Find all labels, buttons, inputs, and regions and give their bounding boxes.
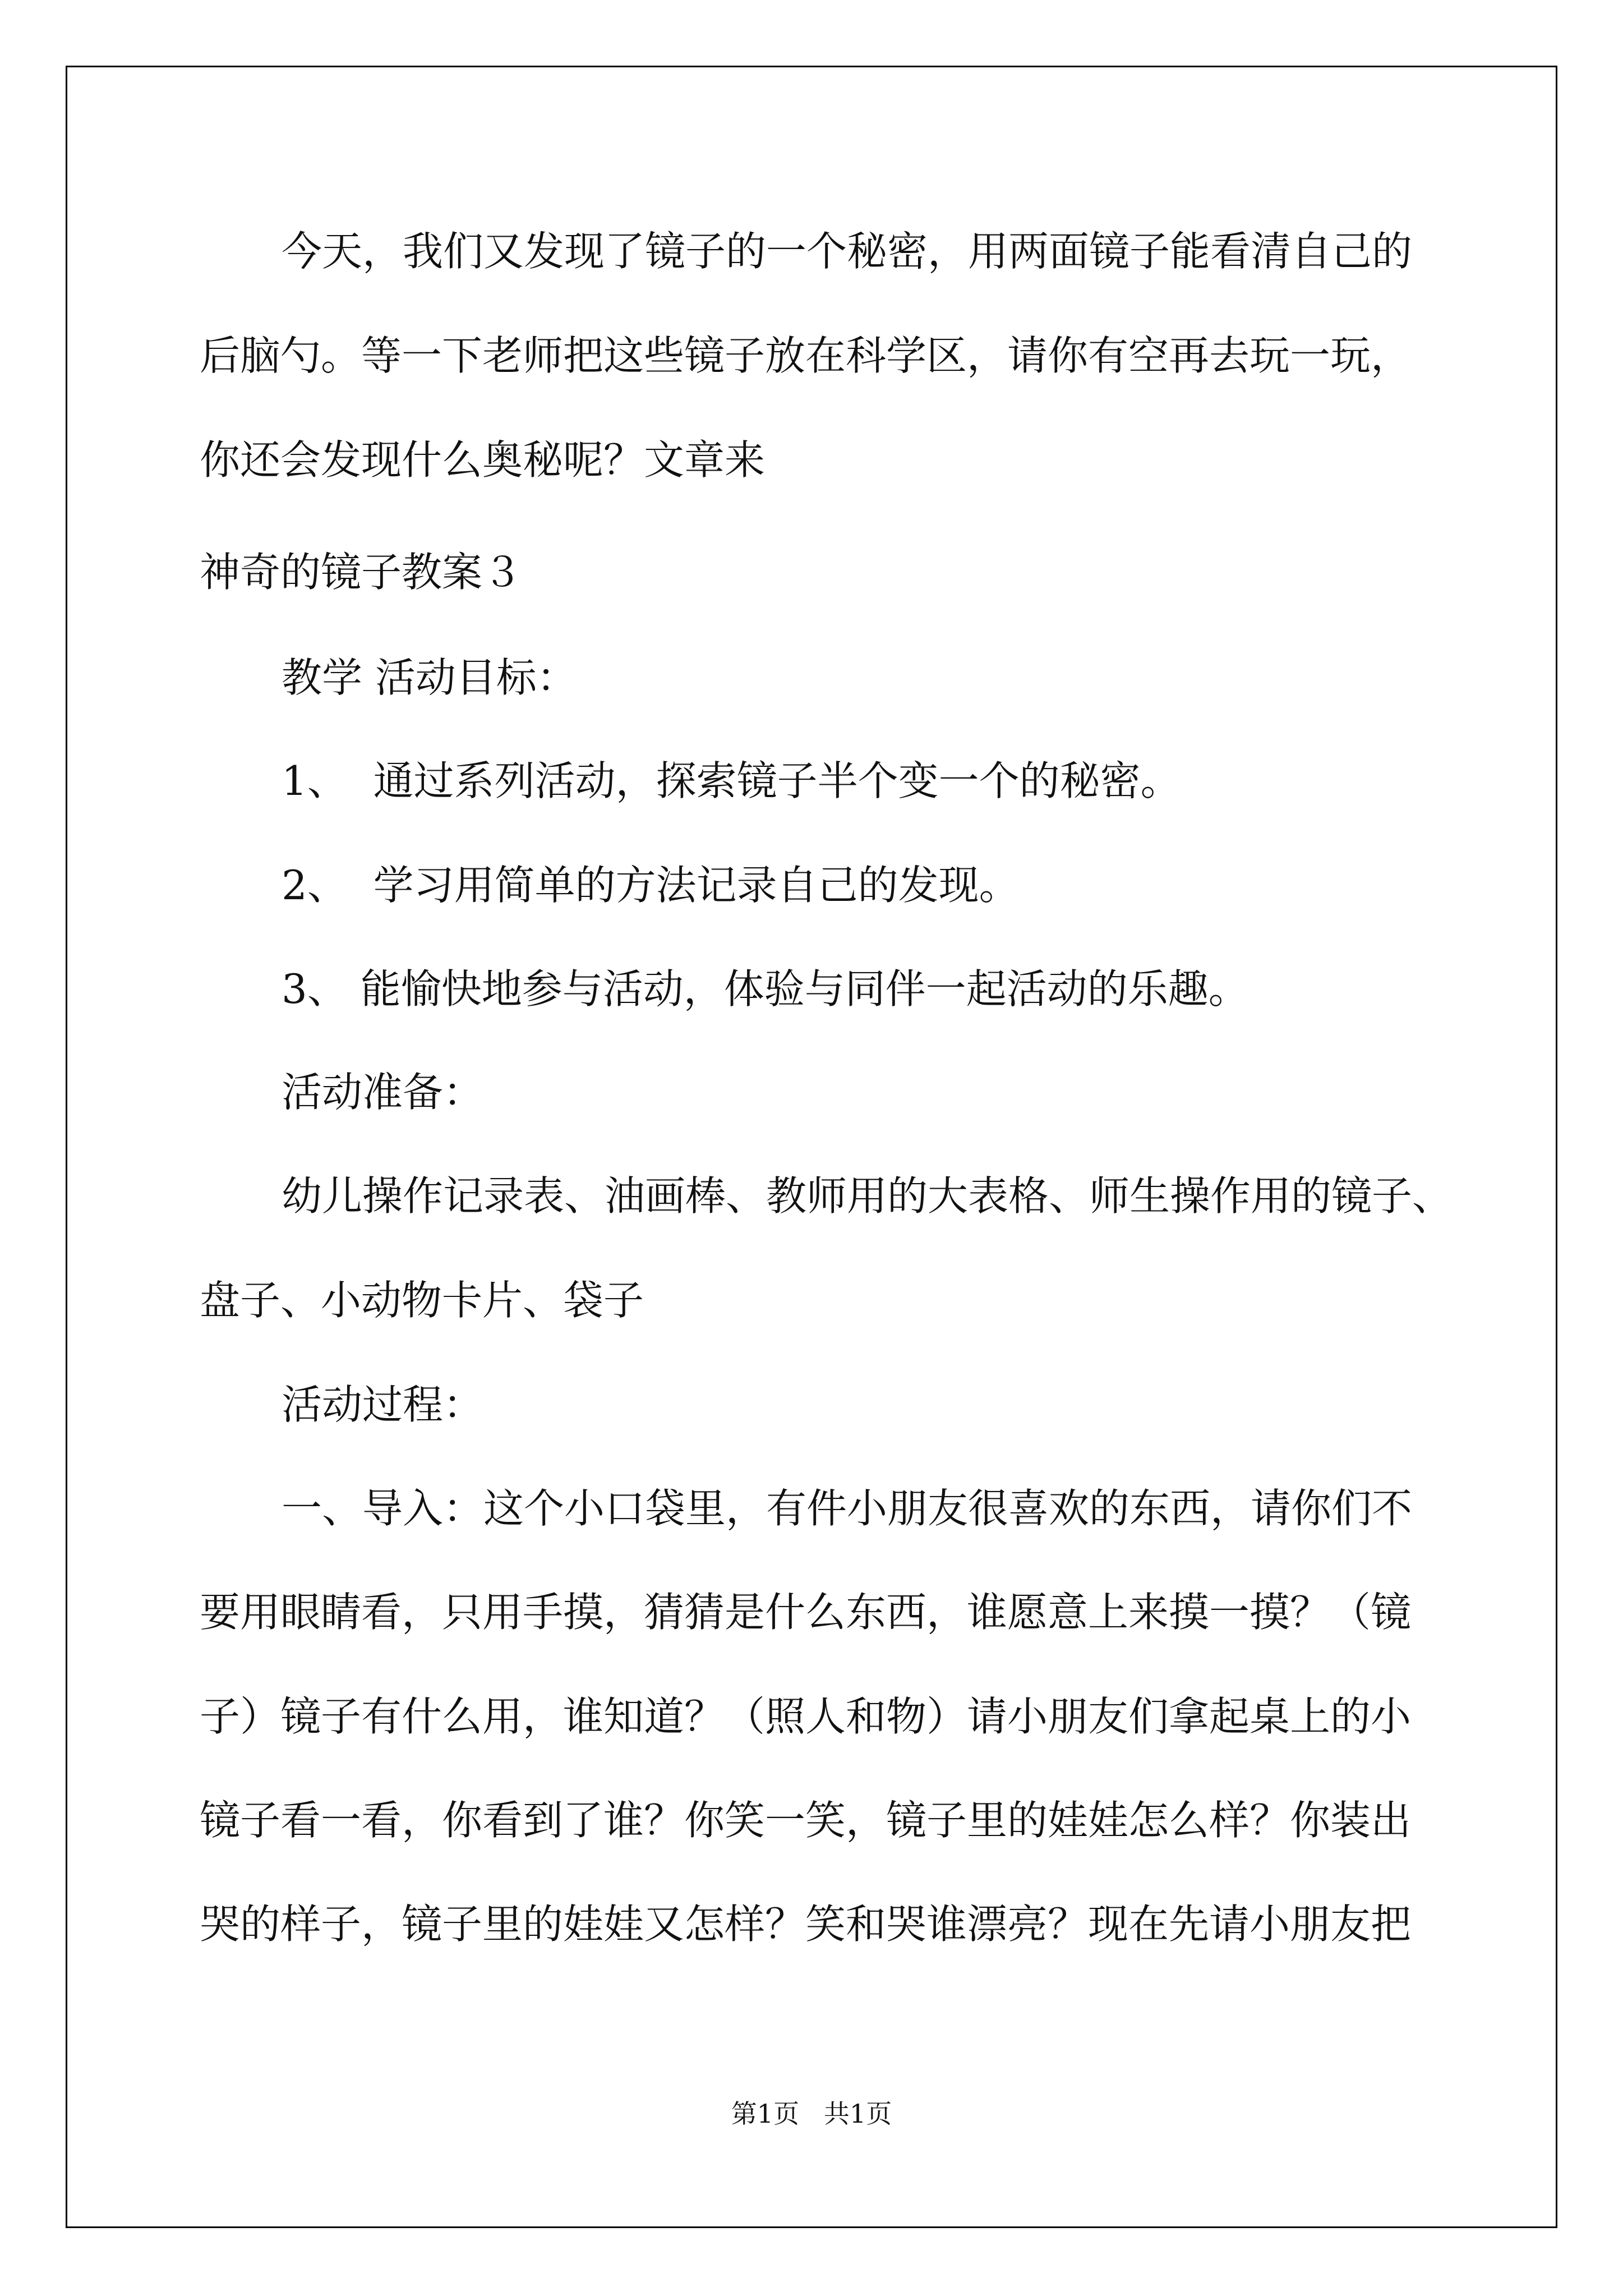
process-line-5: 哭的样子，镜子里的娃娃又怎样？笑和哭谁漂亮？现在先请小朋友把: [200, 1901, 1412, 1948]
paragraph-line-1: 今天，我们又发现了镜子的一个秘密，用两面镜子能看清自己的: [282, 228, 1413, 275]
paragraph-line-3: 你还会发现什么奥秘呢？文章来: [200, 436, 766, 484]
process-line-1: 一、导入：这个小口袋里，有件小朋友很喜欢的东西，请你们不: [282, 1485, 1413, 1532]
paragraph-line-2: 后脑勺。等一下老师把这些镜子放在科学区，请你有空再去玩一玩，: [200, 332, 1412, 379]
preparation-line-2: 盘子、小动物卡片、袋子: [200, 1277, 644, 1324]
objective-item-3: 3、 能愉快地参与活动，体验与同伴一起活动的乐趣。: [282, 965, 1249, 1013]
section-title: 神奇的镜子教案３: [200, 549, 523, 596]
objective-item-1: 1、 通过系列活动，探索镜子半个变一个的秘密。: [282, 757, 1181, 804]
heading-objectives: 教学 活动目标：: [282, 654, 577, 701]
objective-item-2: 2、 学习用简单的方法记录自己的发现。: [282, 862, 1020, 909]
heading-preparation: 活动准备：: [282, 1069, 484, 1116]
process-line-3: 子）镜子有什么用，谁知道？（照人和物）请小朋友们拿起桌上的小: [200, 1693, 1412, 1740]
preparation-line-1: 幼儿操作记录表、油画棒、教师用的大表格、师生操作用的镜子、: [282, 1172, 1453, 1220]
page-footer: 第1页 共1页: [731, 2099, 892, 2129]
process-line-4: 镜子看一看，你看到了谁？你笑一笑，镜子里的娃娃怎么样？你装出: [200, 1797, 1412, 1844]
heading-process: 活动过程：: [282, 1381, 484, 1428]
process-line-2: 要用眼睛看，只用手摸，猜猜是什么东西，谁愿意上来摸一摸？（镜: [200, 1589, 1412, 1636]
